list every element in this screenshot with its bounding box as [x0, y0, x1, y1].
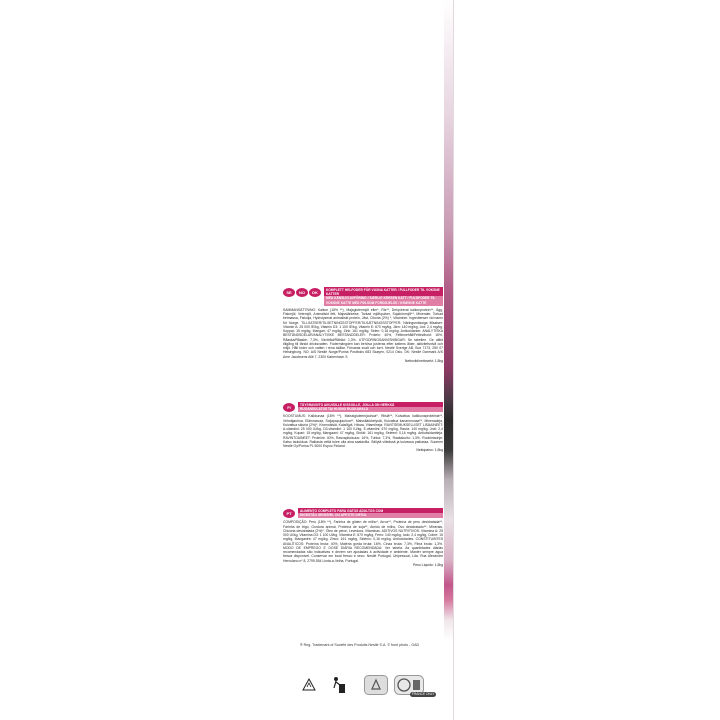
section-header: [283, 402, 443, 412]
recycle-code-badge: FRANCE ONLY: [412, 692, 435, 696]
net-weight: Nettopaino: 1,5kg: [416, 448, 443, 453]
banner-line: RUOANSULATUS TAI HUONO RUOKAHALU: [298, 407, 443, 412]
language-flags: [283, 287, 321, 306]
product-banner: [324, 287, 443, 306]
section-header: [283, 508, 443, 518]
composition-text: KOOSTUMUS: Kalkkunaa (18% **), Maissigluteenijauhoa*, Riisiä**, Kuivattua kalkkunaproteiinia**, Vehnäjauhoa, Eläinrasvaa, Soijapapujauhoa**, Maissitärkkelystä, Kuivattua kananmunaa**, Mineraaleja, Kuivattua sikuria (2%)*, Kivennäisiä, Kalaöljyä, Hiivaa, Vitamiineja. RAVITSEMUKSELLISET LISÄAINEET: A-vitamiini: 25 000 IU/kg, D3-vitamiini: 1 100 IU/kg, E-vitamiini: 670 mg/kg, Rauta: 140 mg/kg, Jodi: 2,4 mg/kg, Kupari: 15 mg/kg, Mangaani: 47 mg/kg, Sinkki: 161 mg/kg, Seleeni: 0,16 mg/kg. Antioksidantteja. RAVINTOAINEET: Proteiini: 40%, Rasvapitoisuus: 16%, Tuhka: 7,3%, Raakakuitu: 1,3%. Ruokintaohje: Katso taulukkoa. Raikasta vettä tulee olla aina saatavilla. Säilytä viileässä ja kuivassa paikassa. Suomen Nestlé Oy/Purina PL 5000 Espoo Finland.: [283, 414, 443, 449]
language-flags: [283, 402, 295, 412]
section-pt: [283, 508, 443, 567]
section-se-no-dk: [283, 287, 443, 363]
product-banner: [298, 402, 443, 412]
language-flags: [283, 508, 295, 518]
section-fi: [283, 402, 443, 453]
side-gradient-strip: [444, 0, 453, 720]
banner-line: ALIMENTO COMPLETO PARA GATOS ADULTOS COM: [300, 509, 384, 513]
recycle-arrows-icon: [364, 675, 388, 695]
net-weight: Nettovikt/nettovekt: 1,5kg: [404, 358, 443, 363]
flag-pt: PT: [283, 509, 295, 518]
flag-no: NO: [296, 288, 308, 297]
banner-line: TÄYSRAVINTO AIKUISILLE KISSOILLE, JOILLA ON HERKKÄ: [300, 403, 395, 407]
composition-text: COMPOSIÇÃO: Peru (18% **), Farinha de glúten de milho*, Arroz**, Proteína de peru desidratada**, Farinha de trigo, Gordura animal, Proteína de soja**, Amido de milho, Ovo desidratado**, Minerais, Chicória desidratada (2%)*, Óleo de peixe, Levedura, Vitaminas. ADITIVOS NUTRITIVOS: Vitamina A: 25 000 UI/kg, Vitamina D3: 1 100 UI/kg, Vitamina E: 670 mg/kg, Ferro: 140 mg/kg, Iodo: 2,4 mg/kg, Cobre: 15 mg/kg, Manganês: 47 mg/kg, Zinco: 161 mg/kg, Selénio: 0,16 mg/kg. Antioxidantes. CONSTITUINTES ANALÍTICOS: Proteína bruta: 40%, Matéria gorda bruta: 16%, Cinza bruta: 7,3%, Fibra bruta: 1,3%. MODO DE EMPREGO E DOSE DIÁRIA RECOMENDADA: Ver tabela. As quantidades diárias recomendadas são indicativas e devem ser ajustadas à actividade e ambiente. Manter sempre água fresca disponível. Conservar em local fresco e seco. Nestlé Portugal, Unipessoal, Lda. Rua Alexandre Herculano nº 8, 2799-554 Linda-a-Velha, Portugal.: [283, 520, 443, 563]
flag-se: SE: [283, 288, 295, 297]
net-weight: Peso Líquido: 1,5kg: [413, 562, 443, 567]
flag-dk: DK: [309, 288, 321, 297]
tidyman-bin-icon: [332, 676, 346, 694]
recycle-triangle-icon: [302, 678, 316, 692]
banner-line: KOMPLETT HELFODER FÖR VUXNA KATTER / FULLFODER TIL VOKSNE KATTER: [326, 288, 440, 297]
banner-line: DIGESTÃO SENSÍVEL OU APETITE DIFÍCIL: [298, 513, 443, 518]
trademark-note: [300, 643, 450, 648]
strip-edge: [453, 0, 454, 720]
trademark-text: ® Reg. Trademark of Société des Produits Nestlé S.A. © front photo - GAD: [300, 643, 420, 647]
product-banner: [298, 508, 443, 518]
section-header: [283, 287, 443, 306]
composition-text: SAMMANSÄTTNING: Kalkon (18% **), Majsglutenmjöl eller*, Ris**, Dehydrerat kalkonprotein**, Ägg, Fiskmjöl, Vetemjöl, Animaliskt fett, Majsstärkelse, Torkad mjölkpulver, Sojabönmjöl**, Mineraler, Torkad betmassa, Fiskolja, Hydrolyserat animaliskt protein, Jäst, Cikoria (2%) *, Vitaminer. Ingredienser vid namn för Norge. TILLSATSER/TILSETNINGSSTOFFER/TILSÆTNINGSSTOFFER: Näringsmässiga tillsatser: Vitamin A: 25 000 IE/kg, Vitamin D3: 1 100 IE/kg, Vitamin E: 670 mg/kg, Järn: 140 mg/kg, Jod: 2,4 mg/kg, Koppar: 15 mg/kg, Mangan: 47 mg/kg, Zink: 161 mg/kg, Selen: 0,16 mg/kg. Antioxidanter. ANALYTISKA BESTÅNDSDELAR/ANALYTISKE BESTANDDELER: Protein: 40%, Fettinnehåll/Fettindhold: 16%, Råaska/Råaske: 7,3%, Växttråd/Råtråd: 1,3%. UTFODRINGSANVISNINGAR: Se tabellen. Ge alltid tillgång till färskt dricksvatten. Fodermängden kan behöva justeras efter kattens ålder, aktivitetsnivå och miljö. Håll foder och vatten i rena skålar. Förvaras svalt och torrt. Nestlé Sverige AB, Box 7173, 250 07 Helsingborg. NO: A/S Nestlé Norge/Purina Postboks 683 Skøyen, 0214 Oslo. DK: Nestlé Danmark A/S Arne Jacobsens Allé 7, 2300 København S: [283, 307, 443, 359]
flag-fi: FI: [283, 403, 295, 412]
banner-line: MED KÄNSLIG AVFÖRING / SÆRLIG KRESEN KATT / FULDFODER TIL VOKSNE KATTE MED FØLSOM FORDØJELSE / KRÆSNE KATTE: [324, 296, 443, 305]
